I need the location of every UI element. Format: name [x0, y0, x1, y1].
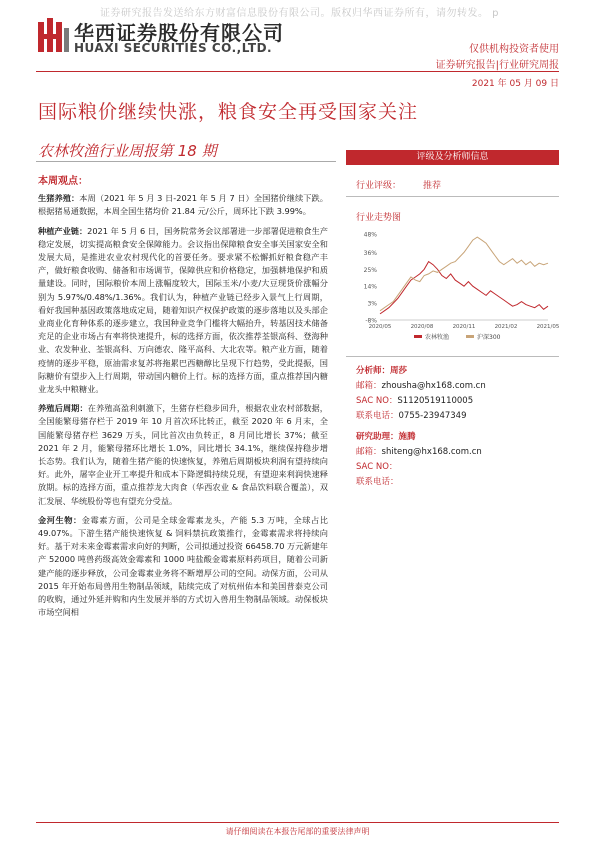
paragraph-text: 在养殖高盈利刺激下，生猪存栏稳步回升，根据农业农村部数据，全国能繁母猪存栏于 2019 年 10 月首次环比转正，截至 2020 年 6 月末，全国能繁母猪存栏 3629 万头，同比首次由负转正，8 月同比增长 37%；截至 2021 年 2 月，能繁母猪环比增长 1.0%，同比增长 34.1%，继续保持稳步增长态势。我们认为，随着生猪产能的快速恢复，养殖后周期板块利润有望持续向好。此外，屠宰企业开工率提升和成本下降逻辑持续兑现，有望迎来利润快速释放期。标的选择方面，重点推荐龙大肉食（华西农业 & 食品饮料联合覆盖），双汇发展、华统股份等也有望充分受益。: [38, 403, 328, 506]
assistant-label: 研究助理：: [356, 432, 399, 442]
paragraph-text: 本周（2021 年 5 月 3 日-2021 年 5 月 7 日）全国猪价继续下跌。根据猪易通数据，本周全国生猪均价 21.84 元/公斤，周环比下跌 3.99%。: [38, 193, 328, 217]
watermark: 证券研究报告发送给东方财富信息股份有限公司。版权归华西证券所有，请勿转发。 p: [100, 8, 500, 19]
sidebar-divider: [346, 356, 559, 357]
industry-rating: [356, 178, 463, 191]
trend-chart-label: 行业走势图: [356, 213, 402, 223]
analyst-email[interactable]: zhousha@hx168.com.cn: [381, 381, 486, 391]
rating-label: 行业评级：: [356, 181, 402, 191]
y-tick-label: 3%: [367, 300, 377, 308]
assistant-email-row: [356, 445, 482, 457]
series-line: [380, 237, 548, 311]
legend-swatch: [414, 335, 422, 338]
audience-note: 仅供机构投资者使用: [469, 44, 559, 55]
report-type: 证券研究报告|行业研究周报: [435, 60, 559, 71]
company-logo-icon: [38, 18, 70, 52]
analyst-name: 周莎: [390, 366, 408, 376]
x-tick-label: 2020/05: [368, 324, 392, 330]
section-title: 本周观点：: [38, 176, 88, 187]
x-tick-label: 2020/11: [452, 324, 476, 330]
subtitle-divider: [36, 161, 336, 162]
y-tick-label: 36%: [363, 249, 377, 257]
analyst-sac: S1120519110005: [397, 396, 474, 406]
y-tick-label: 14%: [363, 283, 377, 291]
paragraph-lead: 养殖后周期：: [38, 403, 88, 414]
paragraph-lead: 生猪养殖：: [38, 193, 80, 204]
sidebar-divider: [346, 196, 559, 197]
header-divider: [36, 71, 559, 72]
legend-label: 农林牧渔: [425, 334, 450, 341]
phone-label: 联系电话：: [356, 477, 399, 487]
page-title: 国际粮价继续快涨，粮食安全再受国家关注: [38, 101, 419, 123]
legend-swatch: [466, 335, 474, 338]
analyst-phone: 0755-23947349: [398, 411, 467, 421]
report-date: 2021 年 05 月 09 日: [471, 79, 559, 89]
assistant-row: [356, 430, 416, 442]
analyst-email-row: [356, 379, 486, 391]
sac-label: SAC NO：: [356, 462, 398, 472]
x-tick-label: 2021/05: [536, 324, 560, 330]
paragraph-lead: 种植产业链：: [38, 225, 88, 236]
assistant-sac-row: [356, 460, 397, 472]
company-name-cn: 华西证券股份有限公司: [74, 21, 284, 45]
email-label: 邮箱：: [356, 447, 382, 457]
paragraph-jinhe: [38, 514, 328, 620]
paragraph-text: 2021 年 5 月 6 日，国务院常务会议部署进一步部署促进粮食生产稳定发展，切实提高粮食安全保障能力。会议指出保障粮食安全事关国家安全和发展大局，是推进农业农村现代化的首要任务。要求紧不松懈抓好粮食稳产丰产，做好粮食收购、储备和市场调节，保障供应和价格稳定，加强耕地保护和质量建设。同时，国际粮价本周上涨幅度较大，国际玉米/小麦/大豆现货价涨幅分别为 5.97%/0.48%/1.36%。我们认为，种植产业链已经步入景气上行周期，看好我国种基因政策落地成定局，随着知识产权保护政策的逐步落地以及头部企业商业化育种体系的逐步建立，我国种业竞争门槛将大幅抬升，转基因技术储备充足的企业市场占有率将快速提升，标的选择方面，依次推荐荃银高科、登海种业、农发种业、荃银高科、万向德农、隆平高科、大北农等。粮产业方面，随着疫情的逐步平稳，原油需求复苏将拖累巴西糖醇比呈现下行趋势，受此提振，国际糖价有望步入上行周期，带动国内糖价上行。标的选择方面，重点推荐国内糖业龙头中粮糖业。: [38, 225, 328, 395]
x-tick-label: 2020/08: [410, 324, 434, 330]
assistant-name: 施腾: [398, 432, 416, 442]
industry-trend-chart: [356, 228, 560, 348]
paragraph-pig: [38, 192, 328, 218]
assistant-phone-row: [356, 475, 399, 487]
y-tick-label: -8%: [365, 317, 377, 325]
rating-value: 推荐: [423, 181, 442, 191]
analyst-phone-row: [356, 409, 466, 421]
paragraph-lead: 金河生物：: [38, 514, 82, 525]
paragraph-post-cycle: [38, 402, 328, 508]
phone-label: 联系电话：: [356, 411, 399, 421]
footer-divider: [36, 822, 559, 823]
paragraph-planting: [38, 225, 328, 397]
analyst-sac-row: [356, 394, 473, 406]
paragraph-text: 金霉素方面，公司是全球金霉素龙头，产能 5.3 万吨，全球占比 49.07%。下游生猪产能快速恢复 & 饲料禁抗政策推行，金霉素需求将持续向好。基于对未来金霉素需求向好的判断，公司拟通过投资 66458.70 万元新建年产 52000 吨兽药级高效金霉素和 1000 吨盐酸金霉素原料药项目，随着公司新建产能的逐步释放，公司金霉素业务将不断增厚公司的空间。动保方面，公司从 2015 年开始布局兽用生物制品领域，陆续完成了对杭州佑本和美国普泰克公司的收购，通过外延并购和内生发展并举的方式切入兽用生物制品领域。动保板块市场空间相: [38, 514, 328, 618]
main-body: [38, 175, 328, 626]
y-tick-label: 25%: [363, 266, 377, 274]
y-tick-label: 48%: [363, 231, 377, 239]
assistant-email[interactable]: shiteng@hx168.com.cn: [381, 447, 482, 457]
analyst-label: 分析师：: [356, 366, 391, 376]
x-tick-label: 2021/02: [494, 324, 518, 330]
analyst-row: [356, 364, 407, 376]
company-name-en: HUAXI SECURITIES CO.,LTD.: [74, 41, 273, 55]
sidebar-header: 评级及分析师信息: [346, 150, 559, 165]
sac-label: SAC NO：: [356, 396, 398, 406]
series-line: [380, 262, 548, 314]
page-subtitle: 农林牧渔行业周报第 18 期: [38, 142, 217, 160]
legend-label: 沪深300: [477, 334, 501, 341]
footer-note: 请仔细阅读在本报告尾部的重要法律声明: [225, 827, 370, 836]
email-label: 邮箱：: [356, 381, 382, 391]
